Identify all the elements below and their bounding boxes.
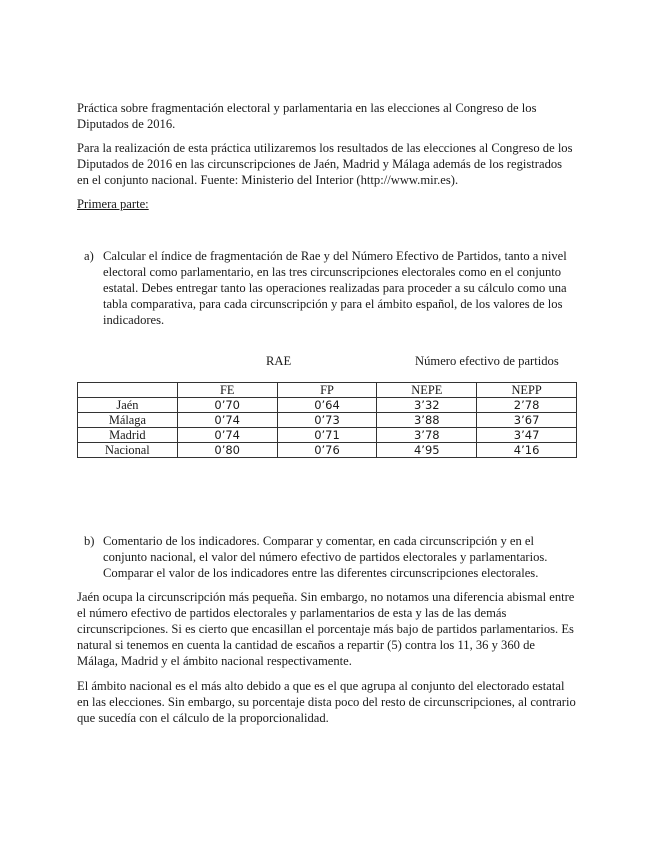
- cell-fp: 0’73: [277, 413, 377, 428]
- cell-nepe: 3’78: [377, 428, 477, 443]
- header-cell-fp: FP: [277, 383, 377, 398]
- cell-fp: 0’76: [277, 443, 377, 458]
- cell-fp: 0’71: [277, 428, 377, 443]
- table-row: [78, 443, 577, 458]
- cell-fe: 0’74: [177, 413, 277, 428]
- intro-paragraph: Práctica sobre fragmentación electoral y parlamentaria en las elecciones al Congreso de los Diputados de 2016.: [77, 101, 537, 131]
- cell-fp: 0’64: [277, 398, 377, 413]
- list-item-a: [77, 248, 577, 328]
- list-item-a-text: Calcular el índice de fragmentación de Rae y del Número Efectivo de Partidos, tanto a nivel electoral como parlamentario, en las tres circunscripciones electorales como en el conjunto estatal. Debes entregar tanto las operaciones realizadas para proceder a su cálculo como una tabla comparativa, para cada circunscripción y para el ámbito español, de los valores de los indicadores.: [103, 249, 567, 327]
- nep-group-header: Número efectivo de partidos: [415, 354, 559, 368]
- table-row: [78, 413, 577, 428]
- cell-fe: 0’80: [177, 443, 277, 458]
- cell-fe: 0’74: [177, 428, 277, 443]
- list-item-b-text: Comentario de los indicadores. Comparar y comentar, en cada circunscripción y en el conjunto nacional, el valor del número efectivo de partidos electorales y parlamentarios. Comparar el valor de los indicadores entre las diferentes circunscripciones electorales.: [103, 534, 548, 580]
- cell-nepp: 3’67: [477, 413, 577, 428]
- cell-nepe: 3’32: [377, 398, 477, 413]
- row-label: Madrid: [78, 428, 178, 443]
- cell-nepp: 3’47: [477, 428, 577, 443]
- rae-group-header: RAE: [266, 354, 292, 368]
- table-row: [78, 398, 577, 413]
- row-label: Jaén: [78, 398, 178, 413]
- list-marker-a: a): [84, 249, 94, 263]
- list-item-b: [77, 533, 577, 581]
- table-header-row: [78, 383, 577, 398]
- cell-fe: 0’70: [177, 398, 277, 413]
- cell-nepp: 4’16: [477, 443, 577, 458]
- section-title: Primera parte:: [77, 197, 149, 211]
- header-cell-empty: [78, 383, 178, 398]
- header-cell-fe: FE: [177, 383, 277, 398]
- cell-nepe: 4’95: [377, 443, 477, 458]
- row-label: Málaga: [78, 413, 178, 428]
- list-marker-b: b): [84, 534, 95, 548]
- description-paragraph: Para la realización de esta práctica utilizaremos los resultados de las elecciones al Congreso de los Diputados de 2016 en las circunscripciones de Jaén, Madrid y Málaga además de los registrados en el conjunto nacional. Fuente: Ministerio del Interior (http://www.mir.es).: [77, 141, 573, 187]
- cell-nepe: 3’88: [377, 413, 477, 428]
- indicators-table: [77, 382, 577, 458]
- header-cell-nepe: NEPE: [377, 383, 477, 398]
- cell-nepp: 2’78: [477, 398, 577, 413]
- document-page: [77, 100, 577, 726]
- table-row: [78, 428, 577, 443]
- table-group-headers: [77, 354, 577, 370]
- comment-paragraph-1: Jaén ocupa la circunscripción más pequeña. Sin embargo, no notamos una diferencia abismal entre el número efectivo de partidos electorales y parlamentarios de esta y las de las demás circunscripciones. Si es cierto que encasillan el porcentaje más bajo de partidos parlamentarios. Es natural si tenemos en cuenta la cantidad de escaños a repartir (5) contra los 11, 36 y 360 de Málaga, Madrid y el ámbito nacional respectivamente.: [77, 590, 575, 668]
- header-cell-nepp: NEPP: [477, 383, 577, 398]
- comment-paragraph-2: El ámbito nacional es el más alto debido a que es el que agrupa al conjunto del electorado estatal en las elecciones. Sin embargo, su porcentaje dista poco del resto de circunscripciones, al contrario que sucedía con el cálculo de la proporcionalidad.: [77, 679, 576, 725]
- row-label: Nacional: [78, 443, 178, 458]
